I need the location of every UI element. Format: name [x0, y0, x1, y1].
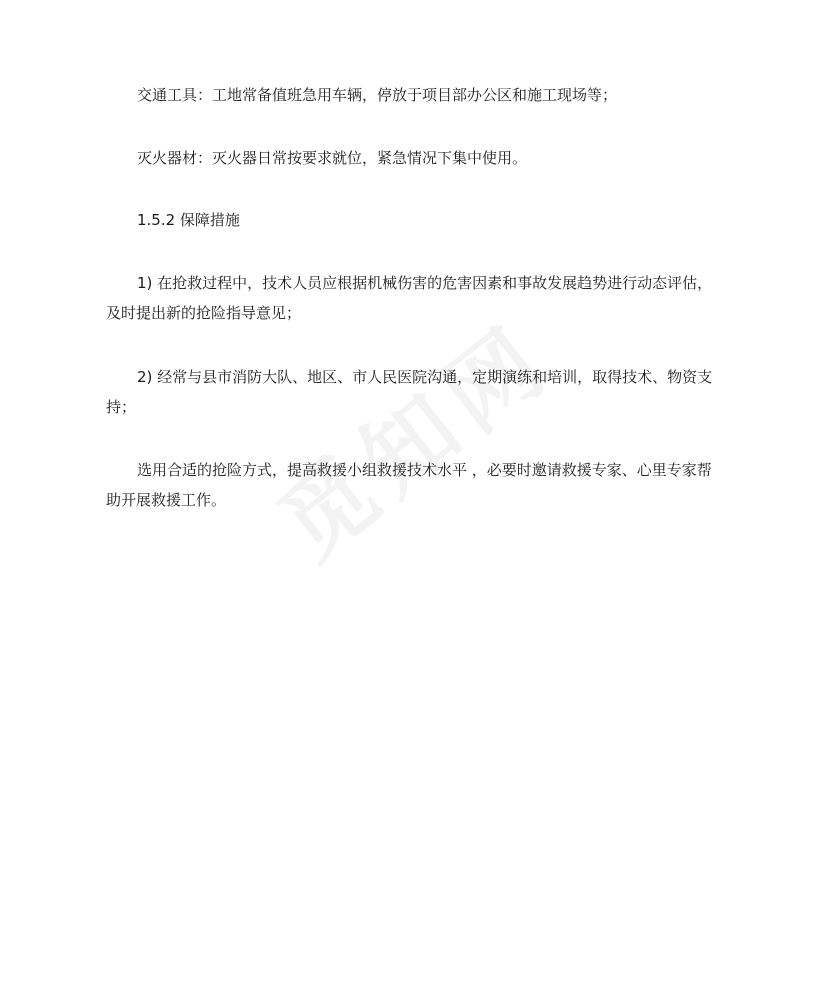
paragraph-rescue-method: 选用合适的抢险方式，提高救援小组救援技术水平 ，必要时邀请救援专家、心里专家帮助开展救援工作。: [106, 461, 712, 509]
paragraph-fire-equipment: 灭火器材：灭火器日常按要求就位，紧急情况下集中使用。: [137, 149, 528, 167]
section-heading-1-5-2: 1.5.2 保障措施: [137, 211, 240, 229]
paragraph-measure-1: 1) 在抢救过程中，技术人员应根据机械伤害的危害因素和事故发展趋势进行动态评估，及时提出新的抢险指导意见；: [106, 274, 713, 322]
paragraph-transport-tools: 交通工具：工地常备值班急用车辆，停放于项目部办公区和施工现场等；: [137, 86, 618, 104]
paragraph-measure-2: 2) 经常与县市消防大队、地区、市人民医院沟通，定期演练和培训，取得技术、物资支持；: [106, 368, 713, 416]
watermark: [247, 288, 574, 584]
